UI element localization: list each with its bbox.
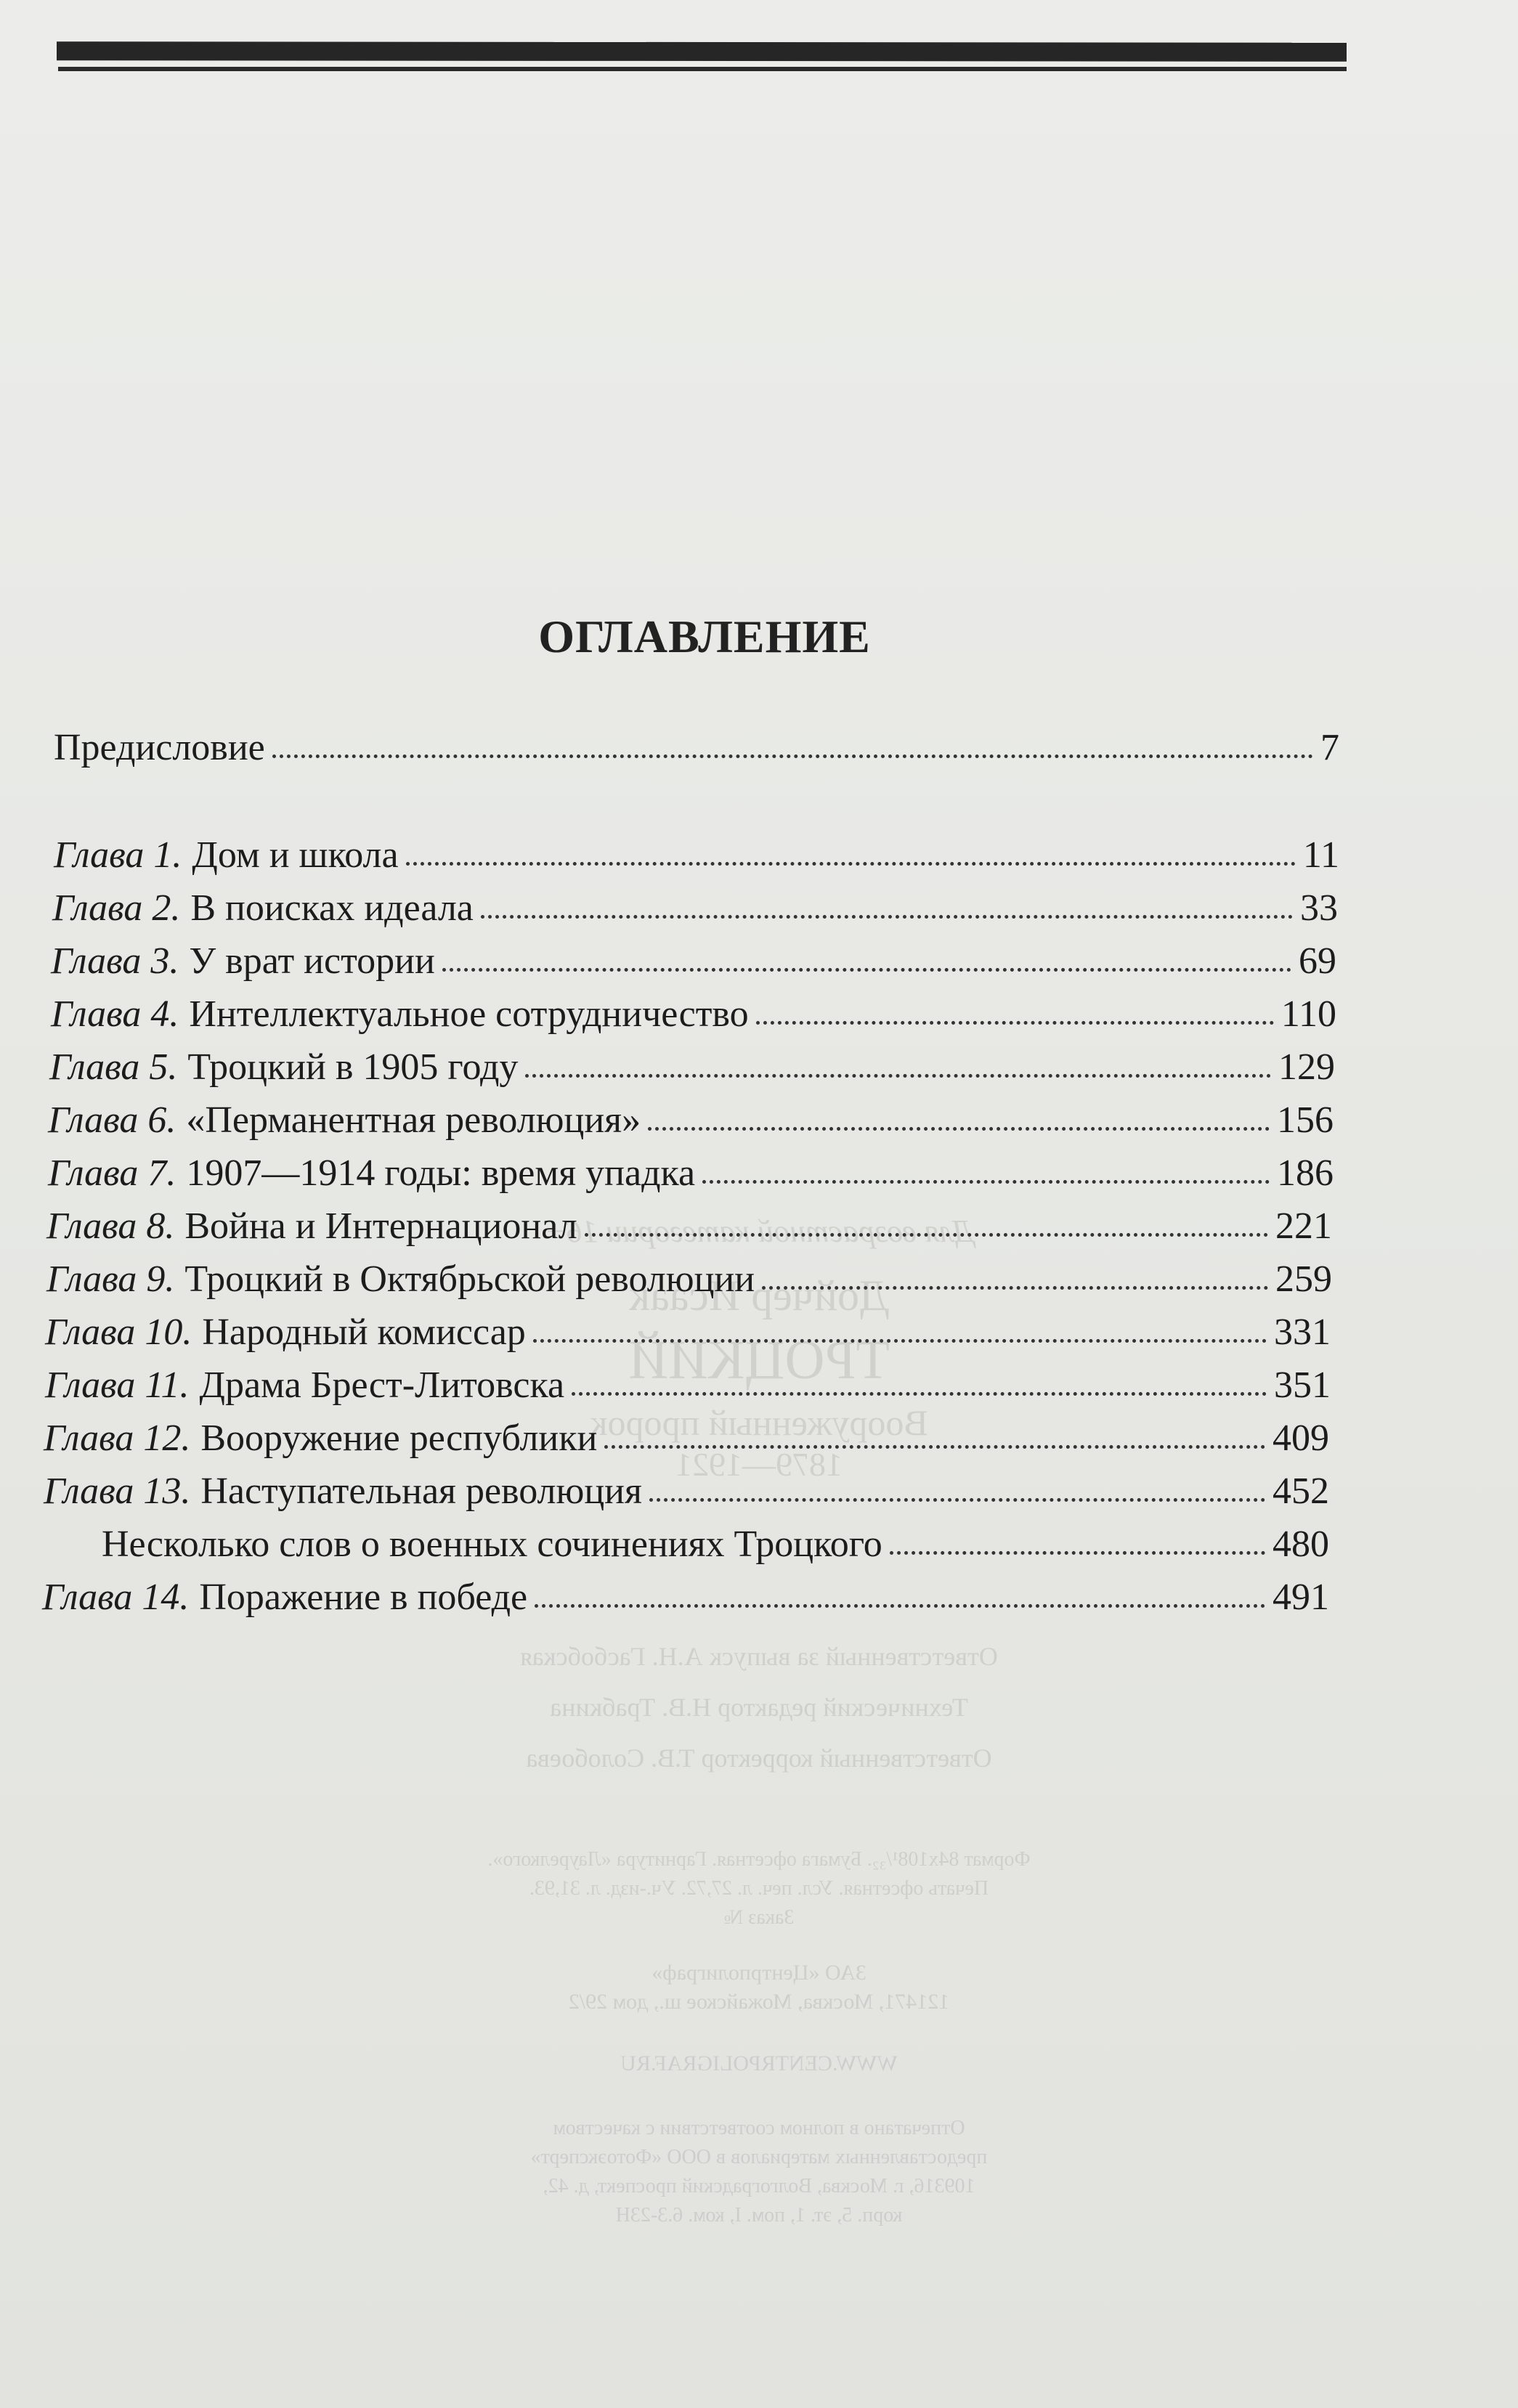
toc-entry-label: Глава 3. xyxy=(51,940,179,982)
toc-entry xyxy=(54,726,1339,769)
toc-leader-dots xyxy=(604,1441,1265,1449)
toc-entry-title: У врат истории xyxy=(189,940,435,982)
toc-leader-dots xyxy=(535,1600,1265,1608)
toc-entry xyxy=(44,1417,1329,1460)
bleed-line: Формат 84х108¹/₃₂. Бумага офсетная. Гарнитура «Лаурелкого». xyxy=(487,1848,1031,1871)
toc-entry-page: 7 xyxy=(1320,727,1339,768)
toc-leader-dots xyxy=(585,1229,1268,1237)
toc-leader-dots xyxy=(756,1017,1274,1025)
toc-entry-label: Глава 11. xyxy=(45,1364,190,1406)
toc-entry-page: 491 xyxy=(1273,1577,1329,1618)
toc-entry-page: 480 xyxy=(1273,1524,1329,1565)
toc-leader-dots xyxy=(702,1176,1270,1184)
bleed-line: Для возрастной категории 16+ xyxy=(544,1213,974,1249)
toc-entry-label: Глава 12. xyxy=(44,1417,191,1459)
toc-entry xyxy=(44,1470,1329,1513)
toc-entry-title: Троцкий в Октябрьской революции xyxy=(184,1258,755,1300)
toc-entry-page: 69 xyxy=(1299,940,1336,982)
toc-entry xyxy=(52,887,1338,930)
toc-entry-page: 110 xyxy=(1280,993,1336,1035)
toc-entry-title: Поражение в победе xyxy=(199,1577,528,1618)
toc-leader-dots xyxy=(648,1123,1270,1131)
toc-entry-page: 259 xyxy=(1275,1258,1332,1300)
toc-entry-title: Война и Интернационал xyxy=(184,1205,577,1247)
toc-entry-title: Драма Брест-Литовска xyxy=(199,1364,565,1406)
toc-leader-dots xyxy=(533,1335,1267,1343)
toc-heading: ОГЛАВЛЕНИЕ xyxy=(538,611,871,662)
toc-entry-label: Глава 8. xyxy=(46,1205,175,1247)
toc-entry-title: Наступательная революция xyxy=(200,1471,642,1512)
toc-entry xyxy=(48,1152,1334,1195)
toc-leader-dots xyxy=(272,750,1313,758)
bleed-line: Ответственный корректор Т.В. Солобоева xyxy=(526,1744,992,1773)
toc-entry-title: Народный комиссар xyxy=(202,1311,526,1353)
toc-entry-label: Глава 7. xyxy=(48,1152,176,1194)
bleed-line: корп. 5, эт. 1, пом. I, ком. 6.3-23Н xyxy=(615,2204,903,2226)
bleed-line: Вооруженный пророк xyxy=(590,1402,928,1443)
toc-entry-page: 221 xyxy=(1275,1205,1332,1247)
toc-entry-label: Глава 13. xyxy=(44,1471,191,1512)
bleed-line: Печать офсетная. Усл. печ. л. 27,72. Уч.-изд. л. 31,93. xyxy=(529,1877,989,1900)
toc-entry-label: Глава 6. xyxy=(48,1099,176,1141)
toc-leader-dots xyxy=(572,1388,1267,1396)
toc-entry xyxy=(51,993,1336,1036)
bleed-line: Отпечатано в полном соответствии с качеством xyxy=(553,2117,965,2139)
bleed-line: ЗАО «Центрполиграф» xyxy=(652,1961,866,1985)
toc-entry-title: Несколько слов о военных сочинениях Троцкого xyxy=(102,1524,882,1565)
bleed-line: 1879—1921 xyxy=(675,1446,843,1483)
toc-leader-dots xyxy=(481,911,1293,919)
toc-entry-page: 156 xyxy=(1277,1099,1334,1141)
toc-leader-dots xyxy=(442,964,1291,972)
toc-entry-label: Глава 14. xyxy=(42,1577,190,1618)
toc-entry-subsection xyxy=(102,1523,1329,1566)
toc-entry-label: Глава 10. xyxy=(45,1311,192,1353)
toc-entry-title: Вооружение республики xyxy=(200,1417,598,1459)
toc-entry xyxy=(45,1364,1331,1407)
toc-entry xyxy=(45,1311,1331,1354)
toc-leader-dots xyxy=(890,1547,1265,1555)
bleed-line: ТРОЦКИЙ xyxy=(628,1330,890,1391)
toc-entry xyxy=(51,940,1336,983)
toc-entry-page: 351 xyxy=(1274,1364,1331,1406)
toc-entry xyxy=(49,1046,1335,1089)
toc-entry xyxy=(48,1099,1334,1142)
toc-entry-title: В поисках идеала xyxy=(190,887,474,929)
top-rule-thin xyxy=(58,67,1347,71)
bleed-line: WWW.CENTRPOLIGRAF.RU xyxy=(620,2051,898,2075)
top-rule-thick xyxy=(57,41,1347,62)
toc-leader-dots xyxy=(525,1070,1271,1078)
toc-entry xyxy=(54,834,1339,876)
bleed-line: 121471, Москва, Можайское ш., дом 29/2 xyxy=(568,1990,950,2014)
toc-entry-label: Глава 5. xyxy=(49,1046,178,1088)
bleed-line: предоставленных материалов в ООО «Фотоэксперт» xyxy=(530,2146,988,2168)
toc-entry-title: Дом и школа xyxy=(192,834,399,876)
toc-entry-page: 409 xyxy=(1273,1417,1329,1459)
bleed-through-text xyxy=(0,1191,1518,2280)
toc-entry-title: Интеллектуальное сотрудничество xyxy=(189,993,749,1035)
toc-entry xyxy=(46,1258,1332,1301)
toc-entry-label: Глава 2. xyxy=(52,887,181,929)
bleed-line: 109316, г. Москва, Волгоградский проспект, д. 42, xyxy=(543,2175,975,2197)
toc-entry-title: Троцкий в 1905 году xyxy=(187,1046,519,1088)
toc-entry-page: 33 xyxy=(1300,887,1338,929)
toc-entry-label: Глава 4. xyxy=(51,993,179,1035)
toc-entry-page: 129 xyxy=(1278,1046,1335,1088)
bleed-line: Заказ № xyxy=(723,1906,795,1929)
toc-entry-page: 186 xyxy=(1277,1152,1334,1194)
toc-entry xyxy=(42,1576,1329,1619)
toc-entry xyxy=(46,1205,1332,1248)
bleed-line: Ответственный за выпуск А.Н. Гасбобская xyxy=(520,1642,998,1671)
toc-entry-title: Предисловие xyxy=(54,727,265,768)
bleed-line: Дойчер Исаак xyxy=(629,1272,889,1319)
toc-entry-label: Глава 9. xyxy=(46,1258,175,1300)
bleed-line: Технический редактор Н.В. Трабкина xyxy=(550,1693,968,1722)
toc-entry-label: Глава 1. xyxy=(54,834,182,876)
toc-entry-page: 331 xyxy=(1274,1311,1331,1353)
toc-entry-title: «Перманентная революция» xyxy=(186,1099,641,1141)
toc-entry-page: 452 xyxy=(1273,1471,1329,1512)
toc-leader-dots xyxy=(762,1282,1268,1290)
toc-leader-dots xyxy=(406,858,1296,866)
toc-entry-title: 1907—1914 годы: время упадка xyxy=(186,1152,696,1194)
toc-entry-page: 11 xyxy=(1302,834,1339,876)
toc-leader-dots xyxy=(649,1494,1265,1502)
